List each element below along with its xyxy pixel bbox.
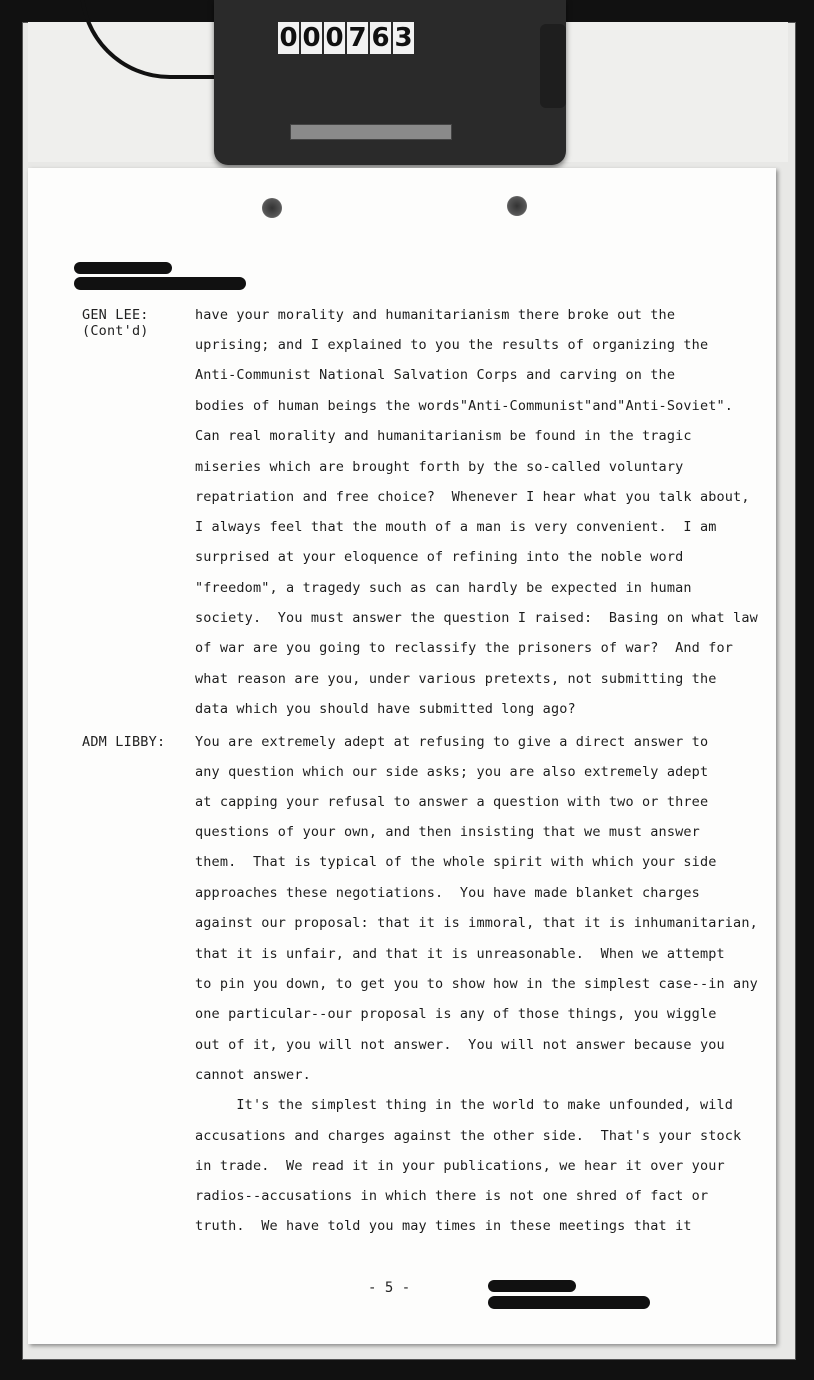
transcript-line: truth. We have told you may times in these meetings that it [195, 1218, 692, 1234]
transcript-line: I always feel that the mouth of a man is very convenient. I am [195, 519, 717, 535]
counter-digit: 0 [279, 23, 298, 53]
transcript-line: approaches these negotiations. You have made blanket charges [195, 885, 700, 901]
transcript-line: bodies of human beings the words"Anti-Communist"and"Anti-Soviet". [195, 398, 734, 414]
transcript-line: against our proposal: that it is immoral, that it is inhumanitarian, [195, 915, 758, 931]
transcript-line: any question which our side asks; you are also extremely adept [195, 764, 709, 780]
speaker-label-adm-libby [82, 734, 165, 750]
transcript-line: miseries which are brought forth by the so-called voluntary [195, 459, 684, 475]
transcript-line: cannot answer. [195, 1067, 311, 1083]
transcript-line: Anti-Communist National Salvation Corps and carving on the [195, 367, 676, 383]
redaction-mark [74, 262, 172, 274]
transcript-line: radios--accusations in which there is not one shred of fact or [195, 1188, 709, 1204]
transcript-line: It's the simplest thing in the world to make unfounded, wild [195, 1097, 734, 1113]
frame-counter [278, 22, 414, 56]
transcript-line: out of it, you will not answer. You will not answer because you [195, 1037, 725, 1053]
transcript-line: questions of your own, and then insisting that we must answer [195, 824, 700, 840]
transcript-line: them. That is typical of the whole spirit with which your side [195, 854, 717, 870]
redaction-mark [74, 277, 246, 290]
transcript-line: You are extremely adept at refusing to give a direct answer to [195, 734, 709, 750]
punch-hole [507, 196, 527, 216]
redaction-mark [488, 1296, 650, 1309]
counter-digit: 0 [302, 23, 321, 53]
transcript-line: surprised at your eloquence of refining into the noble word [195, 549, 684, 565]
counter-digit: 7 [348, 23, 367, 53]
transcript-line: uprising; and I explained to you the results of organizing the [195, 337, 709, 353]
transcript-line: what reason are you, under various pretexts, not submitting the [195, 671, 717, 687]
transcript-line: of war are you going to reclassify the prisoners of war? And for [195, 640, 734, 656]
transcript-line: Can real morality and humanitarianism be found in the tragic [195, 428, 692, 444]
transcript-line: in trade. We read it in your publications, we hear it over your [195, 1158, 725, 1174]
transcript-line: repatriation and free choice? Whenever I hear what you talk about, [195, 489, 750, 505]
clip-slot [290, 124, 452, 140]
transcript-line: at capping your refusal to answer a question with two or three [195, 794, 709, 810]
speaker-label-gen-lee [82, 307, 149, 339]
transcript-line: one particular--our proposal is any of those things, you wiggle [195, 1006, 717, 1022]
counter-digit: 0 [325, 23, 344, 53]
counter-digit: 3 [394, 23, 413, 53]
transcript-line: society. You must answer the question I raised: Basing on what law [195, 610, 758, 626]
transcript-line: that it is unfair, and that it is unreasonable. When we attempt [195, 946, 725, 962]
transcript-line: data which you should have submitted long ago? [195, 701, 576, 717]
page-number: - 5 - [368, 1280, 411, 1296]
punch-hole [262, 198, 282, 218]
transcript-line: "freedom", a tragedy such as can hardly be expected in human [195, 580, 692, 596]
speaker-continued: (Cont'd) [82, 323, 149, 339]
transcript-line: accusations and charges against the other side. That's your stock [195, 1128, 742, 1144]
speaker-name: ADM LIBBY: [82, 734, 166, 750]
counter-digit: 6 [371, 23, 390, 53]
transcript-line: to pin you down, to get you to show how in the simplest case--in any [195, 976, 758, 992]
transcript-line: have your morality and humanitarianism there broke out the [195, 307, 676, 323]
redaction-mark [488, 1280, 576, 1292]
clip-knob [540, 24, 566, 108]
speaker-name: GEN LEE: [82, 307, 149, 323]
